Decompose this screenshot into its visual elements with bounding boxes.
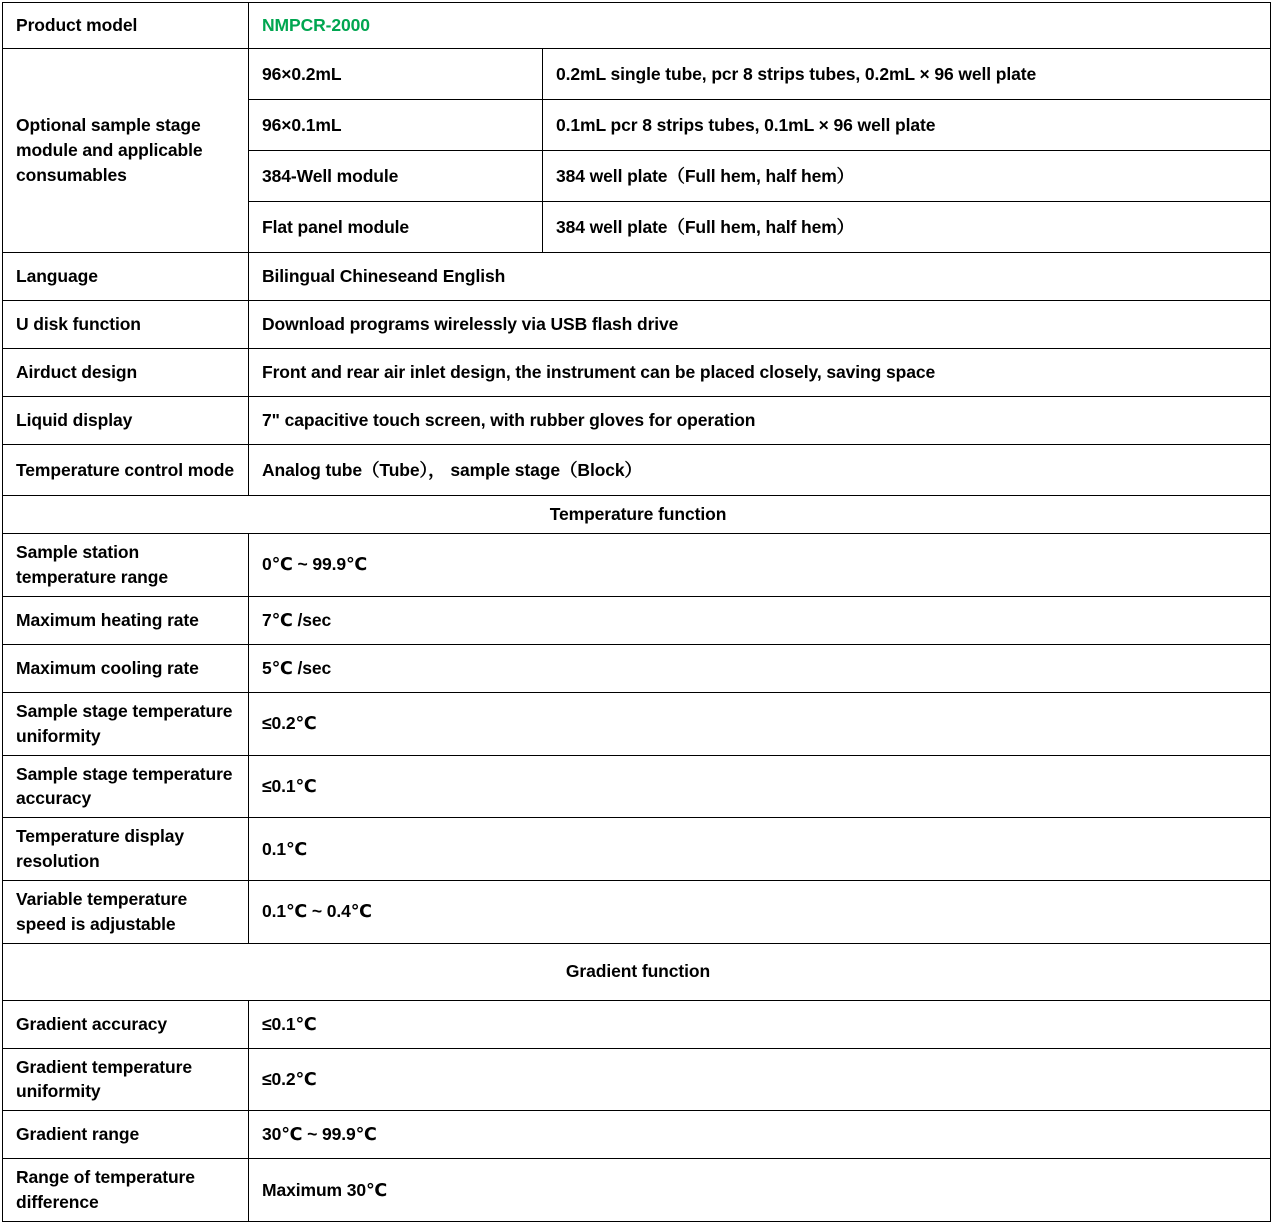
section-heading-gradient-function: Gradient function (3, 943, 1271, 1000)
row-label-language: Language (3, 253, 249, 301)
table-row (3, 1111, 1271, 1159)
row-label-gradient-range: Gradient range (3, 1111, 249, 1159)
row-label-range-of-temperature-difference: Range of temperature difference (3, 1159, 249, 1222)
module-name-1: 96×0.1mL (249, 100, 543, 151)
row-label-temperature-control-mode: Temperature control mode (3, 445, 249, 496)
row-label-sample-stage-temperature-uniformity: Sample stage temperature uniformity (3, 692, 249, 755)
module-consumables-1: 0.1mL pcr 8 strips tubes, 0.1mL × 96 well plate (543, 100, 1271, 151)
row-value-variable-temperature-speed: 0.1℃ ~ 0.4℃ (249, 880, 1271, 943)
row-value-u-disk-function: Download programs wirelessly via USB flash drive (249, 301, 1271, 349)
row-value-gradient-temperature-uniformity: ≤0.2℃ (249, 1048, 1271, 1111)
module-consumables-0: 0.2mL single tube, pcr 8 strips tubes, 0.2mL × 96 well plate (543, 49, 1271, 100)
row-value-range-of-temperature-difference: Maximum 30℃ (249, 1159, 1271, 1222)
row-label-product-model: Product model (3, 3, 249, 49)
table-row (3, 1048, 1271, 1111)
row-value-airduct-design: Front and rear air inlet design, the instrument can be placed closely, saving space (249, 349, 1271, 397)
row-label-maximum-heating-rate: Maximum heating rate (3, 596, 249, 644)
row-value-product-model: NMPCR-2000 (249, 3, 1271, 49)
specification-table (2, 2, 1271, 1222)
row-value-temperature-display-resolution: 0.1℃ (249, 818, 1271, 881)
row-label-gradient-temperature-uniformity: Gradient temperature uniformity (3, 1048, 249, 1111)
table-row (3, 397, 1271, 445)
module-consumables-3: 384 well plate（Full hem, half hem） (543, 202, 1271, 253)
row-label-maximum-cooling-rate: Maximum cooling rate (3, 644, 249, 692)
row-label-sample-stage-module: Optional sample stage module and applicable consumables (3, 49, 249, 253)
table-row (3, 349, 1271, 397)
module-name-0: 96×0.2mL (249, 49, 543, 100)
module-consumables-2: 384 well plate（Full hem, half hem） (543, 151, 1271, 202)
table-row (3, 1000, 1271, 1048)
table-row (3, 692, 1271, 755)
table-row (3, 49, 1271, 100)
table-row (3, 1159, 1271, 1222)
table-row (3, 301, 1271, 349)
row-value-sample-station-temperature-range: 0℃ ~ 99.9℃ (249, 533, 1271, 596)
row-label-temperature-display-resolution: Temperature display resolution (3, 818, 249, 881)
section-heading-row (3, 496, 1271, 534)
row-value-language: Bilingual Chineseand English (249, 253, 1271, 301)
table-row (3, 755, 1271, 818)
section-heading-row (3, 943, 1271, 1000)
section-heading-temperature-function: Temperature function (3, 496, 1271, 534)
table-row (3, 533, 1271, 596)
row-label-u-disk-function: U disk function (3, 301, 249, 349)
row-label-sample-stage-temperature-accuracy: Sample stage temperature accuracy (3, 755, 249, 818)
row-value-gradient-range: 30℃ ~ 99.9℃ (249, 1111, 1271, 1159)
table-row (3, 253, 1271, 301)
row-value-gradient-accuracy: ≤0.1℃ (249, 1000, 1271, 1048)
row-value-temperature-control-mode: Analog tube（Tube）， sample stage（Block） (249, 445, 1271, 496)
row-value-liquid-display: 7" capacitive touch screen, with rubber gloves for operation (249, 397, 1271, 445)
table-row (3, 644, 1271, 692)
table-row (3, 818, 1271, 881)
row-label-airduct-design: Airduct design (3, 349, 249, 397)
row-value-maximum-cooling-rate: 5℃ /sec (249, 644, 1271, 692)
row-value-sample-stage-temperature-accuracy: ≤0.1℃ (249, 755, 1271, 818)
table-row (3, 3, 1271, 49)
table-row (3, 880, 1271, 943)
table-row (3, 596, 1271, 644)
module-name-3: Flat panel module (249, 202, 543, 253)
row-label-sample-station-temperature-range: Sample station temperature range (3, 533, 249, 596)
row-value-maximum-heating-rate: 7℃ /sec (249, 596, 1271, 644)
row-label-variable-temperature-speed: Variable temperature speed is adjustable (3, 880, 249, 943)
row-label-gradient-accuracy: Gradient accuracy (3, 1000, 249, 1048)
module-name-2: 384-Well module (249, 151, 543, 202)
table-row (3, 445, 1271, 496)
row-label-liquid-display: Liquid display (3, 397, 249, 445)
specification-sheet (0, 2, 1272, 1213)
row-value-sample-stage-temperature-uniformity: ≤0.2℃ (249, 692, 1271, 755)
